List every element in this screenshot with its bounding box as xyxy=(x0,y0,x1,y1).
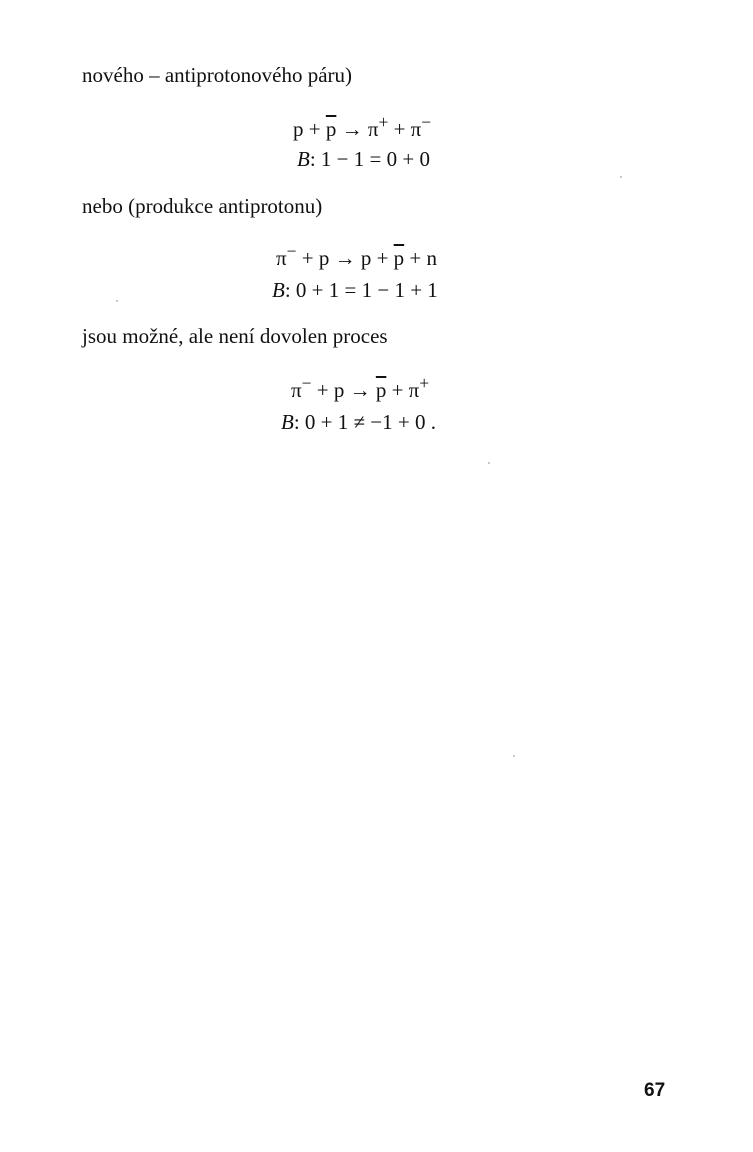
plus-sign: + xyxy=(388,117,411,141)
pion-minus: π xyxy=(410,117,422,141)
plus-sign: + xyxy=(386,378,409,402)
page-number: 67 xyxy=(644,1080,666,1101)
text-line-forbidden-process: jsou možné, ale není dovolen proces xyxy=(82,324,388,348)
plus-sign: + xyxy=(303,117,326,141)
reaction-1-baryon-balance xyxy=(297,146,430,172)
baryon-symbol: B xyxy=(297,147,310,171)
arrow: → xyxy=(344,378,376,402)
antiproton: $\overline{p}$ xyxy=(325,117,337,141)
charge-plus: + xyxy=(419,373,430,393)
charge-minus: − xyxy=(421,112,432,132)
plus-sign: + xyxy=(311,378,334,402)
baryon-sum: : 0 + 1 ≠ −1 + 0 . xyxy=(293,410,436,434)
text-line-antiproton-production: nebo (produkce antiprotonu) xyxy=(82,194,323,218)
scan-speck xyxy=(116,300,118,302)
arrow: → xyxy=(336,117,368,141)
charge-minus: − xyxy=(301,373,312,393)
reaction-2-baryon-balance xyxy=(272,277,438,303)
antiproton: $\overline{p}$ xyxy=(393,246,405,270)
proton: p xyxy=(318,246,330,270)
scan-speck xyxy=(513,755,515,757)
plus-sign: + xyxy=(371,246,394,270)
pion-plus: π xyxy=(408,378,420,402)
pion-minus: π xyxy=(291,378,302,402)
pion-minus: π xyxy=(276,246,287,270)
scan-speck xyxy=(488,462,490,464)
baryon-symbol: B xyxy=(281,410,294,434)
baryon-sum: : 1 − 1 = 0 + 0 xyxy=(309,147,430,171)
text-line-pair-intro: nového – antiprotonového páru) xyxy=(82,63,353,87)
plus-sign: + xyxy=(404,246,427,270)
antiproton: $\overline{p}$ xyxy=(375,378,387,402)
charge-minus: − xyxy=(286,241,297,261)
neutron: n xyxy=(426,246,438,270)
charge-plus: + xyxy=(378,112,389,132)
proton: p xyxy=(333,378,345,402)
baryon-sum: : 0 + 1 = 1 − 1 + 1 xyxy=(284,278,438,302)
reaction-3-baryon-balance xyxy=(281,409,436,435)
proton: p xyxy=(293,117,304,141)
scan-speck xyxy=(620,176,622,178)
plus-sign: + xyxy=(296,246,319,270)
pion-plus: π xyxy=(367,117,379,141)
arrow: → xyxy=(329,246,361,270)
reaction-1-equation xyxy=(293,109,431,142)
reaction-3-equation xyxy=(291,370,429,403)
reaction-2-equation xyxy=(276,238,437,271)
baryon-symbol: B xyxy=(272,278,285,302)
proton: p xyxy=(360,246,372,270)
